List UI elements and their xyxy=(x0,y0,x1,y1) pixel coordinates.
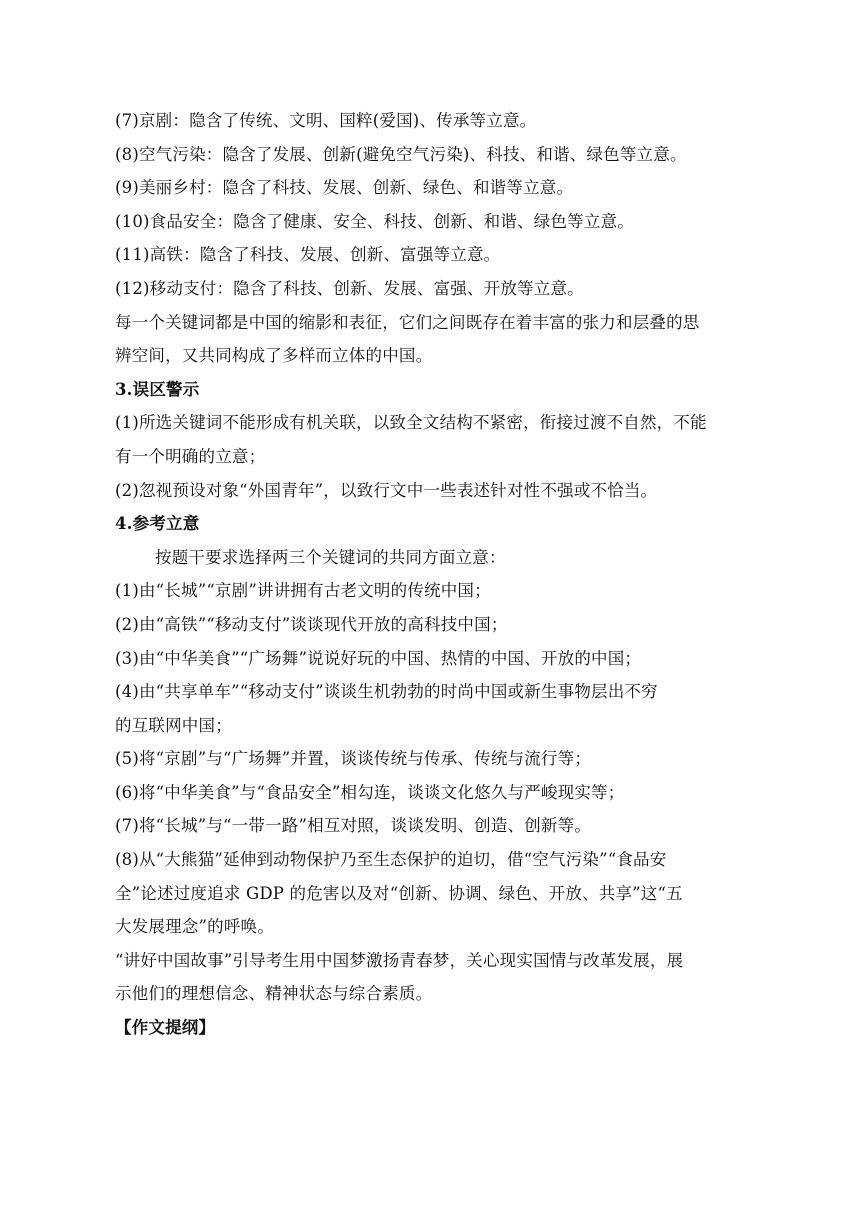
reference-item-8-line-1: (8)从“大熊猫”延伸到动物保护乃至生态保护的迫切，借“空气污染”“食品安 xyxy=(115,850,667,870)
keyword-item-11: (11)高铁：隐含了科技、发展、创新、富强等立意。 xyxy=(115,245,501,265)
reference-item-8-line-2: 全”论述过度追求 GDP 的危害以及对“创新、协调、绿色、开放、共享”这“五 xyxy=(115,883,683,903)
reference-item-6: (6)将“中华美食”与“食品安全”相勾连，谈谈文化悠久与严峻现实等； xyxy=(115,782,625,802)
misconception-2: (2)忽视预设对象“外国青年”，以致行文中一些表述针对性不强或不恰当。 xyxy=(115,480,658,500)
reference-item-7: (7)将“长城”与“一带一路”相互对照，谈谈发明、创造、创新等。 xyxy=(115,816,592,836)
reference-item-1: (1)由“长城”“京剧”讲讲拥有古老文明的传统中国； xyxy=(115,581,491,601)
outline-heading: 【作文提纲】 xyxy=(115,1018,216,1038)
section-heading-misconceptions: 3.误区警示 xyxy=(115,379,200,399)
keyword-item-7: (7)京剧：隐含了传统、文明、国粹(爱国)、传承等立意。 xyxy=(115,111,537,130)
reference-item-3: (3)由“中华美食”“广场舞”说说好玩的中国、热情的中国、开放的中国； xyxy=(115,648,642,668)
misconception-1-line-1: (1)所选关键词不能形成有机关联，以致全文结构不紧密，衔接过渡不自然，不能 xyxy=(115,413,707,433)
keyword-item-8: (8)空气污染：隐含了发展、创新(避免空气污染)、科技、和谐、绿色等立意。 xyxy=(115,144,687,164)
section-heading-reference-ideas: 4.参考立意 xyxy=(115,514,200,534)
keyword-item-10: (10)食品安全：隐含了健康、安全、科技、创新、和谐、绿色等立意。 xyxy=(115,211,634,231)
reference-item-4-line-2: 的互联网中国； xyxy=(115,715,232,735)
reference-item-8-line-3: 大发展理念”的呼唤。 xyxy=(115,917,274,937)
reference-item-5: (5)将“京剧”与“广场舞”并置，谈谈传统与传承、传统与流行等； xyxy=(115,749,592,769)
keyword-item-9: (9)美丽乡村：隐含了科技、发展、创新、绿色、和谐等立意。 xyxy=(115,178,574,198)
summary-line-1: 每一个关键词都是中国的缩影和表征，它们之间既存在着丰富的张力和层叠的思 xyxy=(115,312,700,332)
reference-item-2: (2)由“高铁”“移动支付”谈谈现代开放的高科技中国； xyxy=(115,614,508,634)
summary-line-2: 辨空间，又共同构成了多样而立体的中国。 xyxy=(115,346,433,366)
closing-line-2: 示他们的理想信念、精神状态与综合素质。 xyxy=(115,984,433,1004)
reference-intro: 按题干要求选择两三个关键词的共同方面立意： xyxy=(155,547,506,567)
document-page xyxy=(115,104,743,1045)
reference-item-4-line-1: (4)由“共享单车”“移动支付”谈谈生机勃勃的时尚中国或新生事物层出不穷 xyxy=(115,682,658,702)
misconception-1-line-2: 有一个明确的立意； xyxy=(115,446,266,466)
keyword-item-12: (12)移动支付：隐含了科技、创新、发展、富强、开放等立意。 xyxy=(115,278,584,298)
closing-line-1: “讲好中国故事”引导考生用中国梦激扬青春梦，关心现实国情与改革发展，展 xyxy=(115,950,684,970)
